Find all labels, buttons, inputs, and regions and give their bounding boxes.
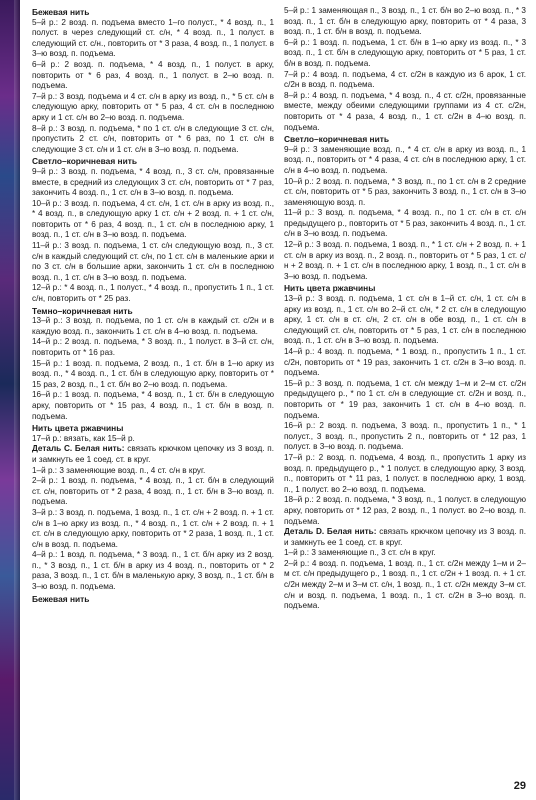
instruction-paragraph: 14–й р.: 2 возд. п. подъема, * 3 возд. п., 1 полуст. в 3–й ст. с/н, повторить от * 16 раз. <box>32 337 274 357</box>
page-number: 29 <box>513 780 526 792</box>
instruction-paragraph: 5–й р.: 1 заменяющая п., 3 возд. п., 1 ст. б/н во 2–ю возд. п., * 3 возд. п., 1 ст. б/н в следующую арку, повторить от * 4 раза, 3 возд. п., 1 ст. б/н в возд. п. подъема. <box>284 6 526 37</box>
instruction-paragraph: 13–й р.: 3 возд. п. подъема, 1 ст. с/н в 1–й ст. с/н, 1 ст. с/н в арку из возд. п., 1 ст. с/н во 2–й ст. с/н, * 2 ст. с/н в следующую арку, 1 ст. с/н в ст. с/н, 2 ст. с/н в обе возд. п., 1 ст. с/н в следующий ст. с/н, повторить от * 5 раз, 1 ст. с/н в последнюю возд. п., 1 ст. с/н в 3–ю возд. п. подъема. <box>284 294 526 346</box>
instruction-paragraph: 7–й р.: 3 возд. подъема и 4 ст. с/н в арку из возд. п., * 5 ст. с/н в следующую арку, повторить от * 5 раз, 4 ст. с/н в последнюю арку и 1 ст. с/н во 2–ю возд. п. подъема. <box>32 91 274 122</box>
section-heading: Бежевая нить <box>32 593 90 604</box>
instruction-paragraph: 6–й р.: 1 возд. п. подъема, 1 ст. б/н в 1–ю арку из возд. п., * 3 возд. п., 1 ст. б/н в следующую арку, повторить от * 5 раз, 1 ст. б/н в возд. п. подъема. <box>284 37 526 68</box>
instruction-paragraph: 16–й р.: 1 возд. п. подъема, * 4 возд. п., 1 ст. б/н в следующую арку, повторить от * 15 раз, 4 возд. п., 1 ст. б/н в возд. п. подъема. <box>32 390 274 421</box>
section-heading: Светло–коричневая нить <box>284 134 390 145</box>
detail-lead: Деталь D. Белая нить: <box>284 527 377 537</box>
instruction-paragraph: 18–й р.: 2 возд. п. подъема, * 3 возд. п., 1 полуст. в следующую арку, повторить от * 12 раз, 2 возд. п., 1 полуст. во 2–ю возд. п. подъема. <box>284 495 526 526</box>
paragraph-text: связать крючком цепочку из 3 возд. п. и замкнуть ее 1 соед. ст. в круг. <box>284 527 526 547</box>
instruction-paragraph: 17–й р.: 2 возд. п. подъема, 4 возд. п., пропустить 1 арку из возд. п. предыдущего р., * 1 полуст. в следующую арку, 3 возд. п., повторить от * 11 раз, 1 полуст. в последнюю арку, 1 возд. п., 1 полуст. во 2–ю возд. п. подъема. <box>284 452 526 494</box>
instruction-paragraph: 1–й р.: 3 заменяющие возд. п., 4 ст. с/н в круг. <box>32 465 206 475</box>
instruction-paragraph: 5–й р.: 2 возд. п. подъема вместо 1–го полуст., * 4 возд. п., 1 полуст. в через следующий ст. с/н, * 4 возд. п., 1 полуст. в следующий ст. с/н., повторить от * 3 раза, 4 возд. п., 1 полуст. в 3–ю возд. п. подъема. <box>32 17 274 59</box>
instruction-paragraph: 1–й р.: 3 заменяющие п., 3 ст. с/н в круг. <box>284 548 436 558</box>
section-heading: Светло–коричневая нить <box>32 156 138 167</box>
instruction-paragraph: 3–й р.: 3 возд. п. подъема, 1 возд. п., 1 ст. с/н + 2 возд. п. + 1 ст. с/н в 1–ю арку из возд. п., * 4 возд. п., 1 ст. с/н + 2 возд. п. + 1 ст. с/н в следующую арку, повторить от * 2 раза, 1 возд. п., 1 ст. с/н в возд. п. подъема. <box>32 507 274 549</box>
instruction-paragraph <box>32 444 274 465</box>
instruction-paragraph: 6–й р.: 2 возд. п. подъема, * 4 возд. п., 1 полуст. в арку, повторить от * 6 раз, 4 возд. п., 1 полуст. в 2–ю возд. п. подъема. <box>32 59 274 91</box>
instruction-paragraph: 7–й р.: 4 возд. п. подъема, 4 ст. с/2н в каждую из 6 арок, 1 ст. с/2н в возд. п. подъема. <box>284 69 526 90</box>
magazine-side-strip <box>0 0 20 800</box>
instruction-paragraph: 14–й р.: 4 возд. п. подъема, * 1 возд. п., пропустить 1 п., 1 ст. с/2н, повторить от * 19 раз, закончить 1 ст. с/2н в 3–ю возд. п. подъема. <box>284 347 526 378</box>
instruction-paragraph: 15–й р.: 3 возд. п. подъема, 1 ст. с/н между 1–м и 2–м ст. с/2н предыдущего р., * по 1 ст. с/н в следующие ст. с/2н и возд. п., повторить от * 19 раз, закончить 1 ст. с/н в 4–ю возд. п. подъема. <box>284 378 526 420</box>
instruction-paragraph <box>284 527 526 548</box>
instruction-paragraph: 16–й р.: 2 возд. п. подъема, 3 возд. п., пропустить 1 п., * 1 полуст., 3 возд. п., пропустить 2 п., повторить от * 12 раз, 1 полуст. в 3–ю возд. п. подъема. <box>284 421 526 452</box>
section-heading: Бежевая нить <box>32 7 90 17</box>
page-content <box>32 6 526 776</box>
left-column <box>32 6 274 776</box>
instruction-paragraph: 9–й р.: 3 возд. п. подъема, * 4 возд. п., 3 ст. с/н, провязанные вместе, в средний из следующих 3 ст. с/н, повторить от * 7 раз, закончить 4 возд. п., 1 ст. с/н в 3–ю возд. п. подъема. <box>32 166 274 198</box>
instruction-paragraph: 12–й р.: 3 возд. п. подъема, 1 возд. п., * 1 ст. с/н + 2 возд. п. + 1 ст. с/н в арку из возд. п., 2 возд. п., повторить от * 5 раз, 1 ст. с/н + 2 возд. п. + 1 ст. с/н в последнюю арку, 1 возд. п., 1 ст. с/н в 3–ю возд. п. подъема. <box>284 240 526 281</box>
section-heading: Нить цвета ржавчины <box>32 423 124 434</box>
instruction-paragraph: 9–й р.: 3 заменяющие возд. п., * 4 ст. с/н в арку из возд. п., 1 возд. п., повторить от * 4 раза, 4 ст. с/н в последнюю арку, 1 ст. с/н в 4–ю возд. п. подъема. <box>284 144 526 175</box>
section-heading: Нить цвета ржавчины <box>284 283 376 294</box>
instruction-paragraph: 15–й р.: 1 возд. п. подъема, 2 возд. п., 1 ст. б/н в 1–ю арку из возд. п., * 4 возд. п., 1 ст. б/н в следующую арку, повторить от * 15 раз, 2 возд. п., 1 ст. б/н во 2–ю возд. п. подъема. <box>32 358 274 389</box>
instruction-paragraph: 13–й р.: 3 возд. п. подъема, по 1 ст. с/н в каждый ст. с/2н и в каждую возд. п., закончить 1 ст. с/н в 4–ю возд. п. подъема. <box>32 316 274 336</box>
section-heading: Темно–коричневая нить <box>32 305 133 316</box>
instruction-paragraph: 10–й р.: 3 возд. п. подъема, 4 ст. с/н, 1 ст. с/н в арку из возд. п., * 4 возд. п., в следующую арку 1 ст. с/н + 2 возд. п. + 1 ст. с/н, повторить от * 6 раз, 4 возд. п., 1 ст. с/н в последнюю арку, 1 возд. п., 1 ст. с/н в 3–ю возд. п. подъема. <box>32 198 274 240</box>
instruction-paragraph: 17–й р.: вязать, как 15–й р. <box>32 433 135 443</box>
instruction-paragraph: 10–й р.: 2 возд. п. подъема, * 3 возд. п., по 1 ст. с/н в 2 средние ст. с/н, повторить от * 5 раз, закончить 3 возд. п., 1 ст. с/н в 3–ю заменяющую возд. п. <box>284 176 526 207</box>
instruction-paragraph: 8–й р.: 3 возд. п. подъема, * по 1 ст. с/н в следующие 3 ст. с/н, пропустить 2 ст. с/н, повторить от * 6 раз, по 1 ст. с/н в следующие 3 ст. с/н и 1 ст. с/н в 3–ю возд. п. подъема. <box>32 123 274 154</box>
right-column <box>284 6 526 776</box>
paragraph-text: связать крючком цепочку из 3 возд. п. и замкнуть ее 1 соед. ст. в круг. <box>32 444 274 464</box>
instruction-paragraph: 4–й р.: 1 возд. п. подъема, * 3 возд. п., 1 ст. б/н арку из 2 возд. п., * 3 возд. п., 1 ст. б/н в арку из 4 возд. п., повторить от * 2 раза, 3 возд. п., 1 ст. б/н в маленькую арку, 3 возд. п., 1 ст. б/н в 3–ю возд. п. подъема. <box>32 550 274 592</box>
instruction-paragraph: 12–й р.: * 4 возд. п., 1 полуст., * 4 возд. п., пропустить 1 п., 1 ст. с/н, повторить от * 25 раз. <box>32 283 274 304</box>
instruction-paragraph: 2–й р.: 1 возд. п. подъема, * 4 возд. п., 1 ст. б/н в следующий ст. с/н, повторить от * 2 раза, 4 возд. п., 1 ст. б/н в 3–ю возд. п. подъема. <box>32 476 274 507</box>
instruction-paragraph: 11–й р.: 3 возд. п. подъема, 1 ст. с/н следующую возд. п., 3 ст. с/н в каждый следующий ст. с/н, по 1 ст. с/н в маленькие арки и по 3 ст. с/н в большие арки, закончить 1 ст. с/н в последнюю возд. п., 1 ст. с/н в 3–ю возд. п. подъема. <box>32 241 274 282</box>
instruction-paragraph: 8–й р.: 4 возд. п. подъема, * 4 возд. п., 4 ст. с/2н, провязанные вместе, между обеими следующими группами из 4 ст. с/2н, повторить от * 4 раза, 4 возд. п., 1 ст. с/2н в 4–ю возд. п. подъема. <box>284 90 526 132</box>
instruction-paragraph: 2–й р.: 4 возд. п. подъема, 1 возд. п., 1 ст. с/2н между 1–м и 2–м ст. с/н предыдущего р., 1 возд. п., 1 ст. с/2н + 1 возд. п. + 1 ст. с/2н между 2–м и 3–м ст. с/н, 1 возд. п., 1 ст. с/2н между 3–м ст. с/н и возд. п. подъема, 1 возд. п., 1 ст. с/2н в 3–ю возд. п. подъема. <box>284 558 526 611</box>
instruction-paragraph: 11–й р.: 3 возд. п. подъема, * 4 возд. п., по 1 ст. с/н в ст. с/н предыдущего р., повторить от * 5 раз, закончить 4 возд. п., 1 ст. с/н в 3–ю возд. п. подъема. <box>284 208 526 239</box>
detail-lead: Деталь С. Белая нить: <box>32 444 125 454</box>
